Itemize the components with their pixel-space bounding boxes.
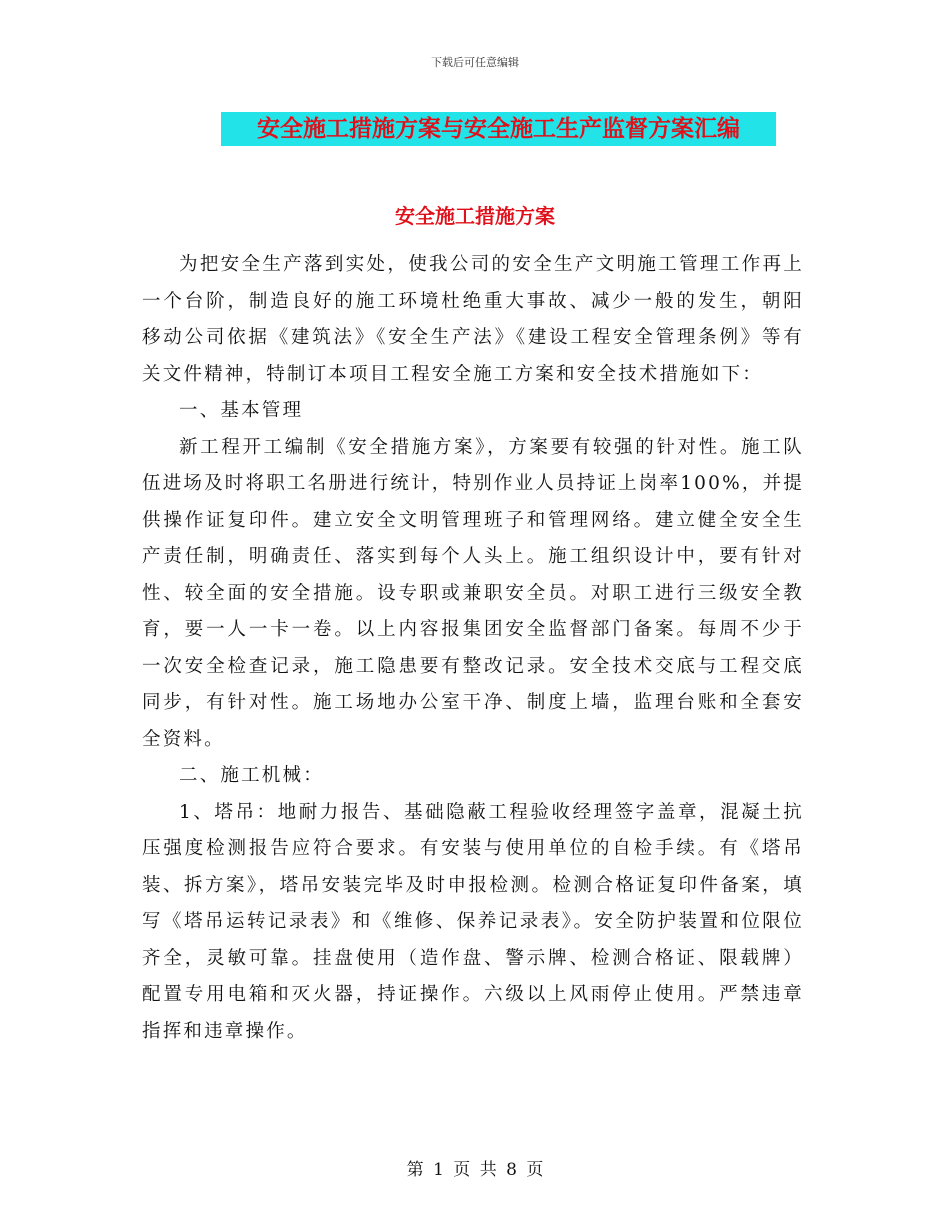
basic-management-paragraph: 新工程开工编制《安全措施方案》，方案要有较强的针对性。施工队伍进场及时将职工名册进行统计，特别作业人员持证上岗率100%，并提供操作证复印件。建立安全文明管理班子和管理网络。建立健全安全生产责任制，明确责任、落实到每个人头上。施工组织设计中，要有针对性、较全面的安全措施。设专职或兼职安全员。对职工进行三级安全教育，要一人一卡一卷。以上内容报集团安全监督部门备案。每周不少于一次安全检查记录，施工隐患要有整改记录。安全技术交底与工程交底同步，有针对性。施工场地办公室干净、制度上墙，监理台账和全套安全资料。: [142, 436, 804, 750]
page-header-note: 下载后可任意编辑: [431, 56, 519, 69]
document-body: [142, 247, 804, 1050]
intro-paragraph: 为把安全生产落到实处，使我公司的安全生产文明施工管理工作再上一个台阶，制造良好的施工环境杜绝重大事故、减少一般的发生，朝阳移动公司依据《建筑法》《安全生产法》《建设工程安全管理条例》等有关文件精神，特制订本项目工程安全施工方案和安全技术措施如下：: [142, 254, 804, 385]
heading-basic-management: 一、基本管理: [179, 400, 304, 421]
document-title: 安全施工措施方案与安全施工生产监督方案汇编: [221, 112, 776, 146]
tower-crane-paragraph: 1、塔吊：地耐力报告、基础隐蔽工程验收经理签字盖章，混凝土抗压强度检测报告应符合要求。有安装与使用单位的自检手续。有《塔吊装、拆方案》，塔吊安装完毕及时申报检测。检测合格证复印件备案，填写《塔吊运转记录表》和《维修、保养记录表》。安全防护装置和位限位齐全，灵敏可靠。挂盘使用（造作盘、警示牌、检测合格证、限载牌）配置专用电箱和灭火器，持证操作。六级以上风雨停止使用。严禁违章指挥和违章操作。: [142, 801, 804, 1042]
heading-construction-machinery: 二、施工机械：: [179, 765, 324, 786]
section-title: 安全施工措施方案: [395, 204, 555, 228]
page-number: 第 1 页 共 8 页: [406, 1160, 544, 1180]
